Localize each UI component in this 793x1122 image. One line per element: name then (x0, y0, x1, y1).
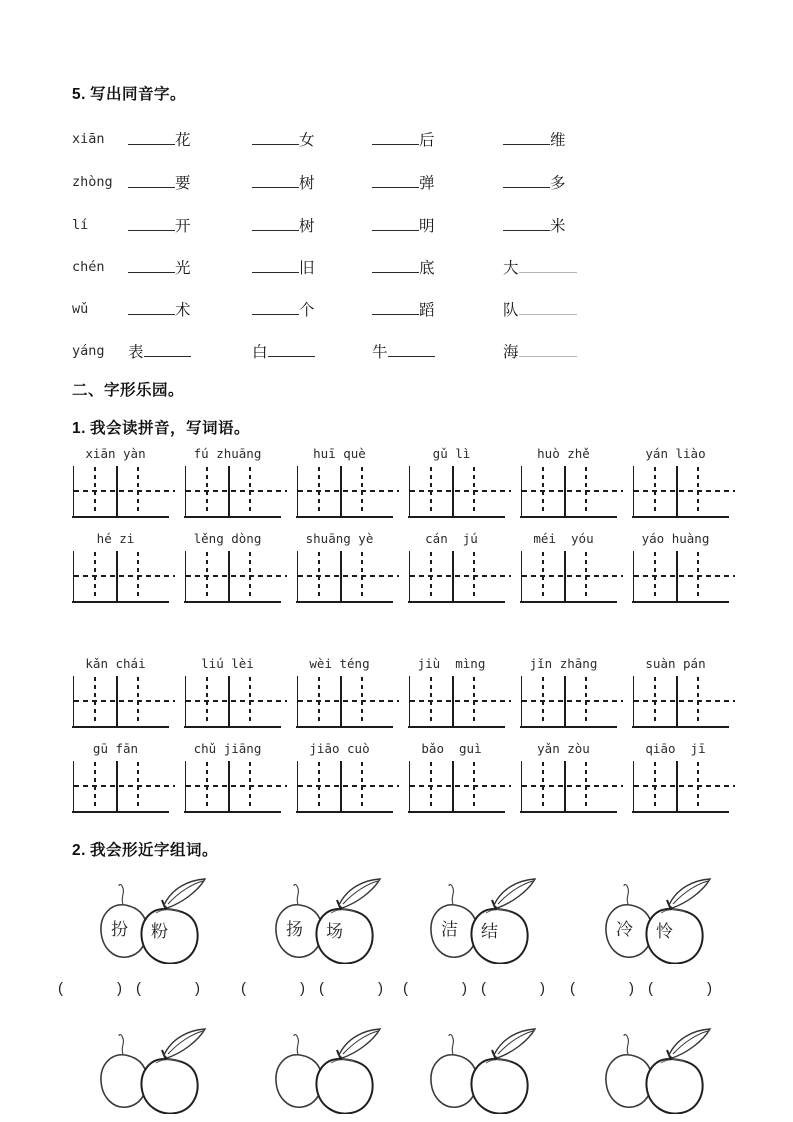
blank-line (519, 257, 577, 273)
apple-pair (92, 876, 207, 964)
apples-illustration (597, 876, 712, 964)
blank-line (128, 299, 175, 315)
word-cell (297, 446, 382, 516)
word-cell (73, 656, 158, 726)
writing-grid (73, 676, 159, 726)
section-two-heading: 二、字形乐园。 (72, 382, 185, 399)
apple-char-right: 结 (481, 922, 498, 941)
word-cell (297, 741, 382, 811)
pinyin-label: gū fān (92, 741, 139, 756)
homophone-row (0, 298, 793, 338)
homophone-item: 白 (252, 340, 315, 362)
part-number: 1. (72, 420, 86, 437)
pinyin-label: bǎo guì (421, 741, 482, 756)
homophone-item: 旧 (252, 256, 315, 278)
blank-line (372, 215, 419, 231)
word-cell (521, 531, 606, 601)
homophone-item: 弹 (372, 171, 435, 193)
blank-line (128, 215, 175, 231)
answer-parens-row (0, 980, 793, 1002)
apple-pair (267, 876, 382, 964)
blank-line (519, 299, 577, 315)
writing-grid (633, 761, 719, 811)
homophone-item: 维 (503, 128, 566, 150)
pinyin-label: wǔ (72, 301, 89, 317)
pinyin-grid-row (73, 531, 718, 601)
pinyin-label: lí (72, 217, 89, 233)
homophone-row (0, 171, 793, 211)
writing-grid (73, 761, 159, 811)
answer-blank: ( ) (481, 980, 545, 997)
writing-grid (409, 551, 495, 601)
writing-grid (633, 676, 719, 726)
answer-blank: ( ) (58, 980, 122, 997)
blank-line (144, 341, 191, 357)
pinyin-label: chén (72, 259, 105, 275)
apples-illustration (92, 876, 207, 964)
pinyin-label: cán jú (425, 531, 478, 546)
word-cell (297, 531, 382, 601)
paren-group (403, 980, 545, 997)
homophone-item: 多 (503, 171, 566, 193)
homophone-item: 个 (252, 298, 315, 320)
homophone-item: 大 (503, 256, 577, 278)
writing-grid (633, 466, 719, 516)
pinyin-grid-row (73, 656, 718, 726)
writing-grid (185, 761, 271, 811)
blank-line (128, 129, 175, 145)
blank-line (519, 341, 577, 357)
pinyin-label: méi yóu (533, 531, 594, 546)
blank-line (268, 341, 315, 357)
word-cell (633, 446, 718, 516)
word-cell (521, 446, 606, 516)
blank-line (128, 257, 175, 273)
writing-grid (73, 466, 159, 516)
pinyin-label: zhòng (72, 174, 113, 190)
apple-char-left: 冷 (616, 920, 633, 939)
word-cell (409, 446, 494, 516)
writing-grid (297, 466, 383, 516)
word-cell (409, 741, 494, 811)
apple-pair-empty (92, 1026, 207, 1114)
homophone-item: 海 (503, 340, 577, 362)
writing-grid (633, 551, 719, 601)
pinyin-grid-row (73, 446, 718, 516)
pinyin-label: chǔ jiāng (193, 741, 262, 756)
homophone-item: 明 (372, 214, 435, 236)
pinyin-label: qiāo jī (645, 741, 706, 756)
apple-pair-empty (422, 1026, 537, 1114)
pinyin-label: suàn pán (645, 656, 706, 671)
word-cell (73, 531, 158, 601)
writing-grid (409, 761, 495, 811)
homophone-item: 蹈 (372, 298, 435, 320)
apple-char-right: 场 (326, 922, 343, 941)
writing-grid (521, 551, 607, 601)
homophone-row (0, 214, 793, 254)
apple-pair (597, 876, 712, 964)
blank-line (372, 257, 419, 273)
pinyin-label: wèi téng (309, 656, 370, 671)
blank-line (252, 172, 299, 188)
blank-line (388, 341, 435, 357)
part-title: 我会读拼音，写词语。 (89, 420, 250, 437)
apple-char-right: 怜 (656, 922, 673, 941)
homophone-item: 米 (503, 214, 566, 236)
pinyin-label: yǎn zòu (537, 741, 590, 756)
word-cell (633, 656, 718, 726)
apples-illustration (267, 1026, 382, 1114)
word-cell (185, 531, 270, 601)
pinyin-label: huò zhě (537, 446, 590, 461)
blank-line (128, 172, 175, 188)
blank-line (252, 299, 299, 315)
writing-grid (297, 676, 383, 726)
writing-grid (521, 761, 607, 811)
section-title: 写出同音字。 (89, 86, 186, 103)
word-cell (185, 446, 270, 516)
pinyin-label: liú lèi (201, 656, 254, 671)
blank-line (503, 172, 550, 188)
word-cell (73, 741, 158, 811)
word-cell (73, 446, 158, 516)
pinyin-label: huī què (313, 446, 366, 461)
homophone-item: 光 (128, 256, 191, 278)
writing-grid (521, 676, 607, 726)
section-number: 5. (72, 86, 86, 103)
writing-grid (185, 676, 271, 726)
writing-grid (73, 551, 159, 601)
homophone-section-heading (72, 82, 186, 104)
part-title: 我会形近字组词。 (89, 842, 218, 859)
homophone-item: 女 (252, 128, 315, 150)
word-cell (633, 531, 718, 601)
blank-line (372, 172, 419, 188)
answer-blank: ( ) (241, 980, 305, 997)
writing-grid (409, 676, 495, 726)
pinyin-label: hé zi (96, 531, 135, 546)
pinyin-label: jǐn zhāng (529, 656, 598, 671)
pinyin-label: fú zhuāng (193, 446, 262, 461)
part1-heading (72, 416, 250, 438)
writing-grid (185, 551, 271, 601)
pinyin-label: shuāng yè (305, 531, 374, 546)
pinyin-label: yán liào (645, 446, 706, 461)
pinyin-label: gǔ lì (432, 446, 471, 461)
word-cell (409, 656, 494, 726)
pinyin-label: jiù mìng (417, 656, 486, 671)
word-cell (521, 741, 606, 811)
part-number: 2. (72, 842, 86, 859)
answer-blank: ( ) (570, 980, 634, 997)
pinyin-label: xiān (72, 131, 105, 147)
homophone-item: 树 (252, 171, 315, 193)
word-cell (633, 741, 718, 811)
apple-char-right: 粉 (151, 922, 168, 941)
blank-line (503, 129, 550, 145)
answer-blank: ( ) (319, 980, 383, 997)
answer-blank: ( ) (136, 980, 200, 997)
apples-illustration (267, 876, 382, 964)
blank-line (252, 129, 299, 145)
homophone-row (0, 256, 793, 296)
pinyin-label: jiāo cuò (309, 741, 370, 756)
blank-line (503, 215, 550, 231)
apple-char-left: 扬 (286, 920, 303, 939)
pinyin-label: kǎn chái (85, 656, 146, 671)
apple-pair (422, 876, 537, 964)
blank-line (372, 129, 419, 145)
word-cell (297, 656, 382, 726)
apples-illustration (422, 876, 537, 964)
writing-grid (409, 466, 495, 516)
pinyin-label: lěng dòng (193, 531, 262, 546)
apples-illustration (422, 1026, 537, 1114)
homophone-row (0, 340, 793, 380)
writing-grid (521, 466, 607, 516)
homophone-item: 牛 (372, 340, 435, 362)
word-cell (185, 741, 270, 811)
paren-group (58, 980, 200, 997)
writing-grid (297, 761, 383, 811)
part2-heading (72, 838, 218, 860)
homophone-item: 后 (372, 128, 435, 150)
word-cell (409, 531, 494, 601)
pinyin-grid-row (73, 741, 718, 811)
word-cell (521, 656, 606, 726)
homophone-item: 队 (503, 298, 577, 320)
answer-blank: ( ) (648, 980, 712, 997)
writing-grid (297, 551, 383, 601)
homophone-item: 术 (128, 298, 191, 320)
homophone-item: 底 (372, 256, 435, 278)
apple-char-left: 扮 (111, 920, 128, 939)
pinyin-label: yáo huàng (641, 531, 710, 546)
blank-line (372, 299, 419, 315)
answer-blank: ( ) (403, 980, 467, 997)
homophone-item: 花 (128, 128, 191, 150)
paren-group (241, 980, 383, 997)
writing-grid (185, 466, 271, 516)
word-cell (185, 656, 270, 726)
pinyin-label: yáng (72, 343, 105, 359)
homophone-item: 开 (128, 214, 191, 236)
homophone-item: 树 (252, 214, 315, 236)
homophone-item: 表 (128, 340, 191, 362)
blank-line (252, 215, 299, 231)
apple-char-left: 洁 (441, 920, 458, 939)
homophone-item: 要 (128, 171, 191, 193)
homophone-row (0, 128, 793, 168)
apple-pair-empty (267, 1026, 382, 1114)
apples-illustration (597, 1026, 712, 1114)
apple-pair-empty (597, 1026, 712, 1114)
apples-illustration (92, 1026, 207, 1114)
blank-line (252, 257, 299, 273)
paren-group (570, 980, 712, 997)
pinyin-label: xiān yàn (85, 446, 146, 461)
